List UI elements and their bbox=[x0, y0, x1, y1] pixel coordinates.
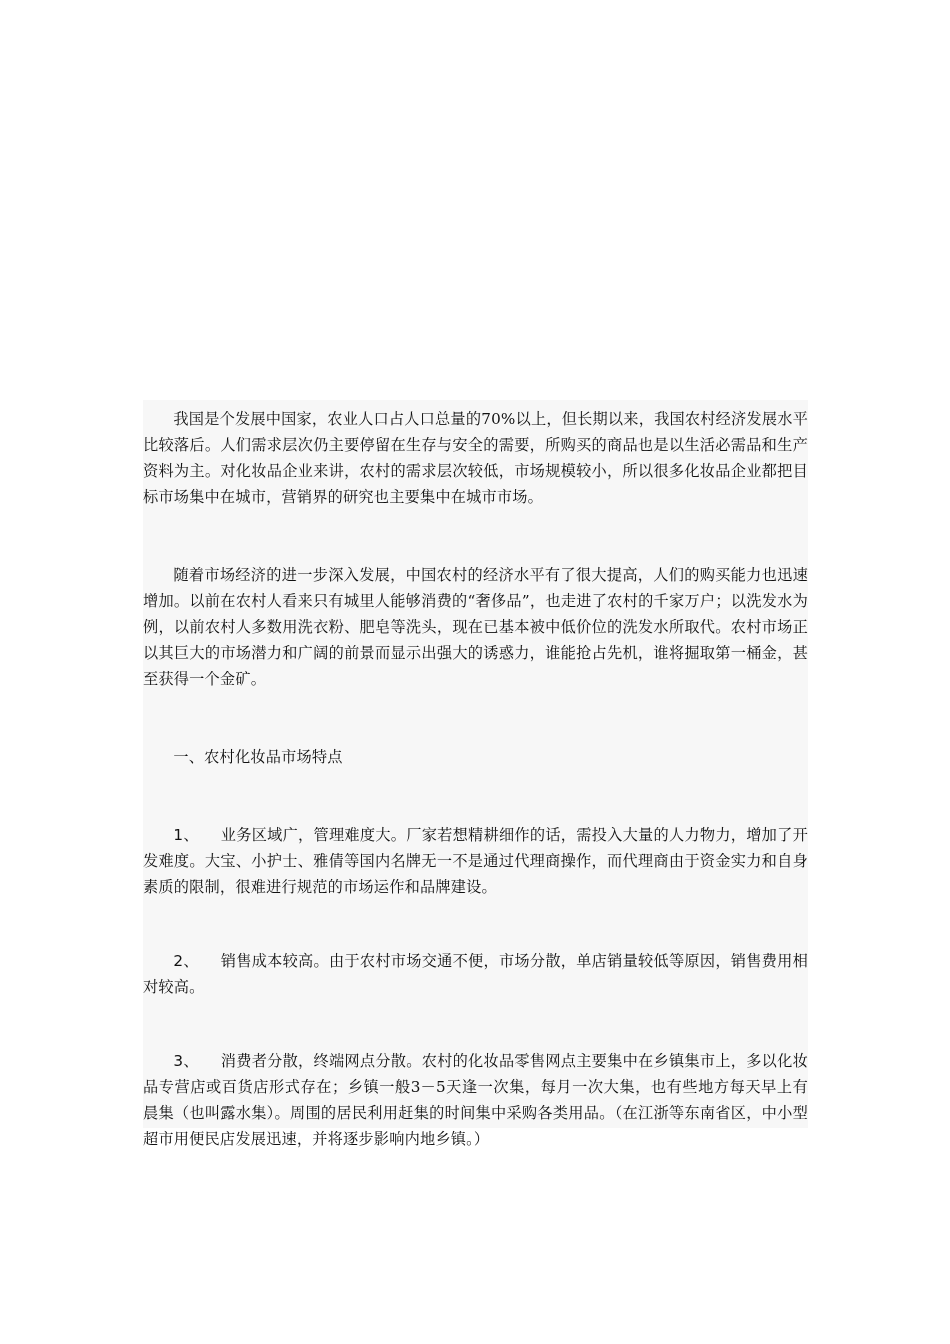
paragraph-spacer bbox=[143, 770, 808, 822]
list-item-text: 业务区域广，管理难度大。厂家若想精耕细作的话，需投入大量的人力物力，增加了开发难度。大宝、小护士、雅倩等国内名牌无一不是通过代理商操作，而代理商由于资金实力和自身素质的限制，很难进行规范的市场运作和品牌建设。 bbox=[143, 826, 808, 896]
paragraph-development: 随着市场经济的进一步深入发展，中国农村的经济水平有了很大提高，人们的购买能力也迅速增加。以前在农村人看来只有城里人能够消费的“奢侈品”，也走进了农村的千家万户；以洗发水为例，以前农村人多数用洗衣粉、肥皂等洗头，现在已基本被中低价位的洗发水所取代。农村市场正以其巨大的市场潜力和广阔的前景而显示出强大的诱惑力，谁能抢占先机，谁将掘取第一桶金，甚至获得一个金矿。 bbox=[143, 566, 808, 688]
list-item-number: 3、 bbox=[173, 1052, 199, 1070]
list-item-number: 1、 bbox=[173, 826, 199, 844]
list-item-text: 销售成本较高。由于农村市场交通不便，市场分散，单店销量较低等原因，销售费用相对较高。 bbox=[143, 952, 808, 996]
paragraph-spacer bbox=[143, 900, 808, 948]
paragraph-spacer bbox=[143, 1000, 808, 1048]
list-item-1 bbox=[143, 822, 808, 900]
list-item-text: 消费者分散，终端网点分散。农村的化妆品零售网点主要集中在乡镇集市上，多以化妆品专营店或百货店形式存在；乡镇一般3－5天逢一次集，每月一次大集，也有些地方每天早上有晨集（也叫露水集）。周围的居民利用赶集的时间集中采购各类用品。（在江浙等东南省区，中小型超市用便民店发展迅速，并将逐步影响内地乡镇。） bbox=[143, 1052, 808, 1148]
list-item-3 bbox=[143, 1048, 808, 1152]
list-item-2 bbox=[143, 948, 808, 1000]
section-heading: 一、农村化妆品市场特点 bbox=[173, 748, 343, 766]
paragraph-spacer bbox=[143, 510, 808, 562]
paragraph-intro: 我国是个发展中国家，农业人口占人口总量的70%以上，但长期以来，我国农村经济发展水平比较落后。人们需求层次仍主要停留在生存与安全的需要，所购买的商品也是以生活必需品和生产资料为主。对化妆品企业来讲，农村的需求层次较低，市场规模较小，所以很多化妆品企业都把目标市场集中在城市，营销界的研究也主要集中在城市市场。 bbox=[143, 410, 808, 506]
paragraph-spacer bbox=[143, 692, 808, 744]
article-body bbox=[143, 400, 808, 1148]
list-item-number: 2、 bbox=[173, 952, 199, 970]
